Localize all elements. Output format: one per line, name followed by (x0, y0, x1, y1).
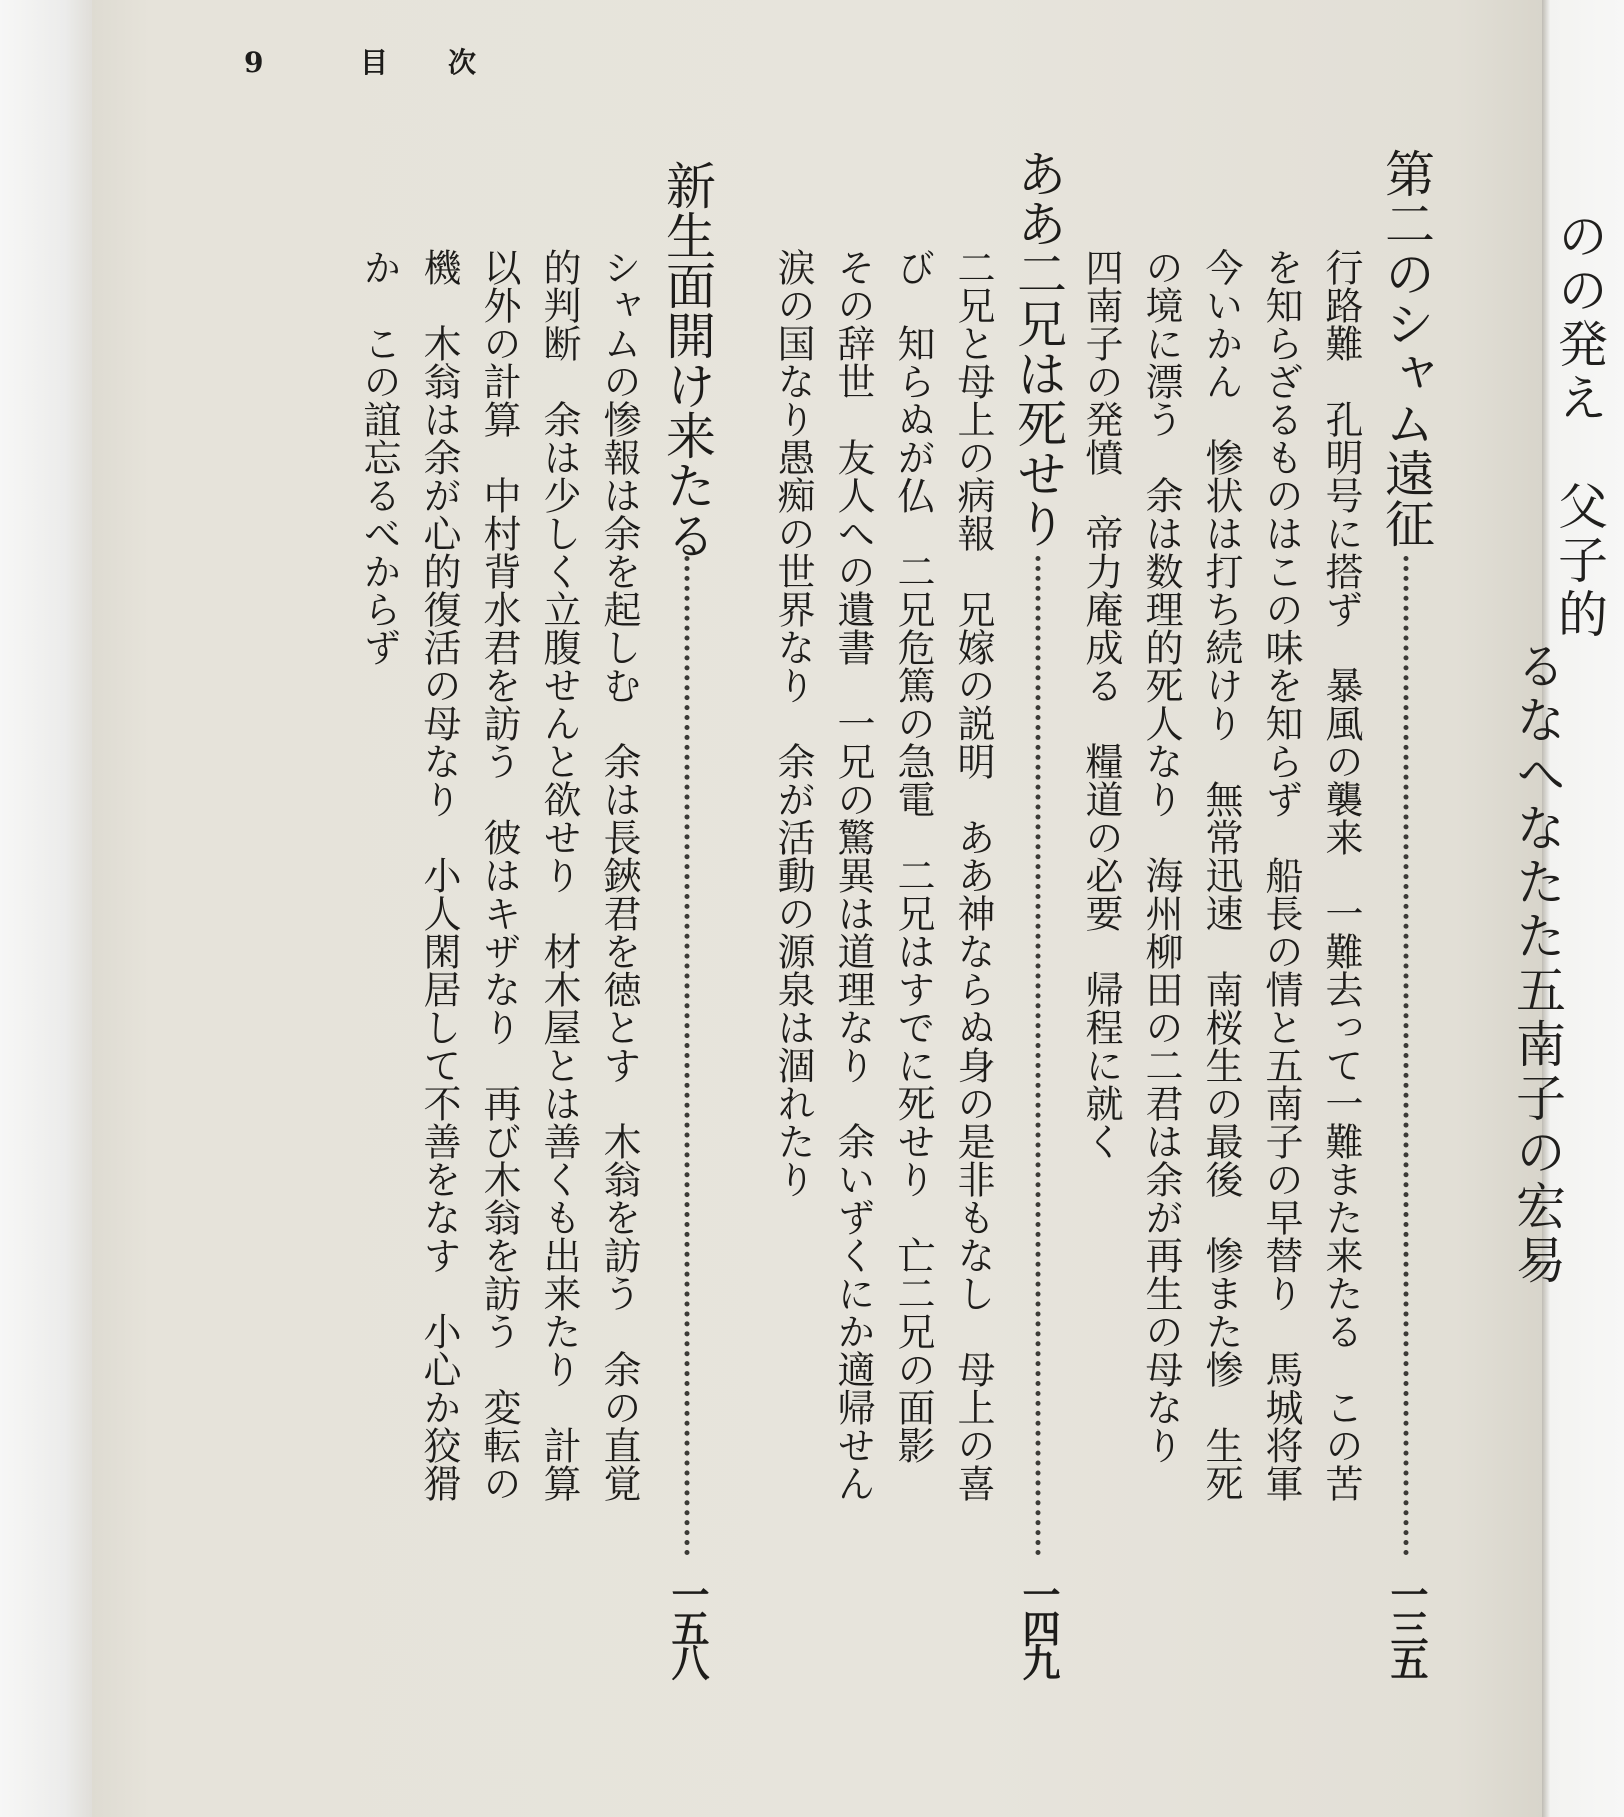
toc-line: を知らざるものはこの味を知らず 船長の情と五南子の早替り 馬城将軍 (1259, 248, 1303, 1502)
page-number: 一四九 (1016, 1575, 1061, 1677)
page-number: 一五八 (665, 1575, 710, 1677)
header-title-char-1: 目 (360, 46, 389, 79)
toc-line: 二兄と母上の病報 兄嫁の説明 ああ神ならぬ身の是非もなし 母上の喜 (951, 248, 995, 1502)
toc-line: び 知らぬが仏 二兄危篤の急電 二兄はすでに死せり 亡二兄の面影 (891, 248, 935, 1464)
header-page-number: 9 (244, 46, 264, 79)
toc-line: か この誼忘るべからず (357, 248, 401, 666)
toc-line: シャムの惨報は余を起しむ 余は長鋏君を徳とす 木翁を訪う 余の直覚 (597, 248, 641, 1502)
toc-line: その辞世 友人への遺書 一兄の驚異は道理なり 余いずくにか適帰せん (831, 248, 875, 1502)
header-title-char-2: 次 (448, 46, 477, 79)
section-title: ああ二兄は死せり (1009, 148, 1067, 548)
toc-line: の境に漂う 余は数理的死人なり 海州柳田の二君は余が再生の母なり (1139, 248, 1183, 1464)
facing-page-text: るなへなたた五南子の宏易 (1508, 640, 1566, 1288)
toc-line: 涙の国なり愚痴の世界なり 余が活動の源泉は涸れたり (771, 248, 815, 1198)
toc-line: 行路難 孔明号に搭ず 暴風の襲来 一難去って一難また来たる この苦 (1319, 248, 1363, 1502)
toc-line: 今いかん 惨状は打ち続けり 無常迅速 南桜生の最後 惨また惨 生死 (1199, 248, 1243, 1502)
facing-page-edge (1508, 0, 1624, 1817)
section-title: 新生面開け来たる (658, 160, 716, 560)
toc-line: 四南子の発憤 帝力庵成る 糧道の必要 帰程に就く (1079, 248, 1123, 1160)
page-number: 一三五 (1384, 1575, 1429, 1677)
toc-line: 機 木翁は余が心的復活の母なり 小人閑居して不善をなす 小心か狡猾 (417, 248, 461, 1502)
facing-page-text: のの発え 父子的 (1550, 210, 1608, 642)
toc-line: 以外の計算 中村背水君を訪う 彼はキザなり 再び木翁を訪う 変転の (477, 248, 521, 1502)
toc-line: 的判断 余は少しく立腹せんと欲せり 材木屋とは善くも出来たり 計算 (537, 248, 581, 1502)
left-page-margin (0, 0, 92, 1817)
section-title: 第二のシャム遠征 (1377, 148, 1435, 548)
page (92, 0, 1542, 1817)
